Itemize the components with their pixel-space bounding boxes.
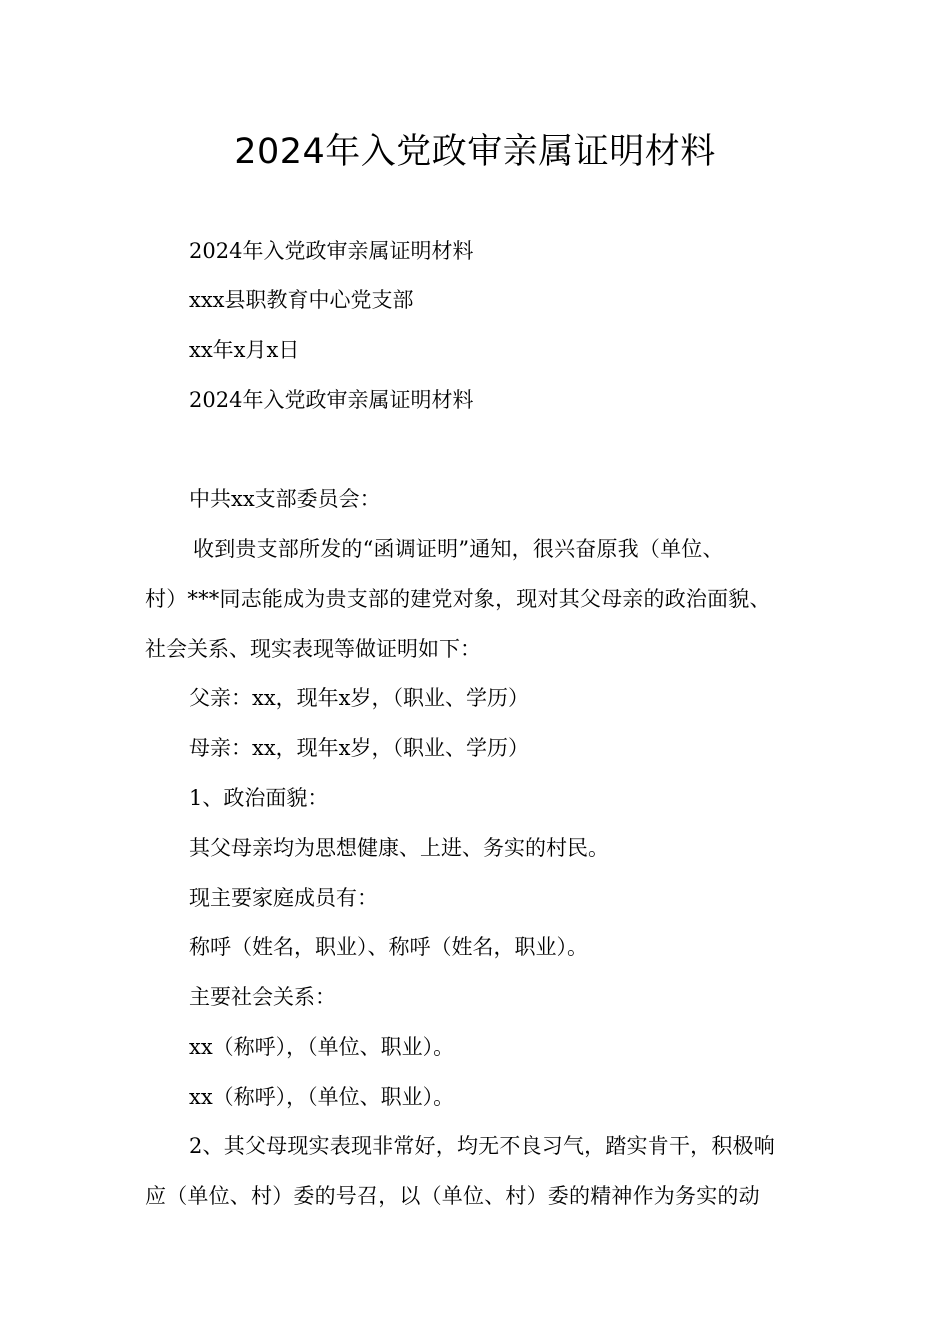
intro-line-2: 村）***同志能成为贵支部的建党对象，现对其父母亲的政治面貌、 [145, 587, 771, 611]
social-heading: 主要社会关系： [189, 985, 336, 1009]
header-line-date: xx年x月x日 [189, 338, 300, 362]
salutation: 中共xx支部委员会： [189, 487, 381, 511]
family-members: 称呼（姓名，职业）、称呼（姓名，职业）。 [189, 935, 588, 959]
header-line-title: 2024年入党政审亲属证明材料 [189, 239, 474, 263]
family-heading: 现主要家庭成员有： [189, 886, 378, 910]
mother-info: 母亲：xx，现年x岁，（职业、学历） [189, 736, 530, 760]
header-line-organization: xxx县职教育中心党支部 [189, 288, 414, 312]
father-info: 父亲：xx，现年x岁，（职业、学历） [189, 686, 530, 710]
section1-text: 其父母亲均为思想健康、上进、务实的村民。 [189, 836, 609, 860]
social-relation-2: xx（称呼），（单位、职业）。 [189, 1085, 455, 1109]
intro-line-3: 社会关系、现实表现等做证明如下： [145, 637, 481, 661]
section1-heading: 1、政治面貌： [189, 786, 329, 810]
header-line-title-repeat: 2024年入党政审亲属证明材料 [189, 388, 474, 412]
document-title: 2024年入党政审亲属证明材料 [234, 132, 716, 172]
intro-line-1: 收到贵支部所发的“函调证明”通知，很兴奋原我（单位、 [193, 537, 724, 561]
section2-line-1: 2、其父母现实表现非常好，均无不良习气，踏实肯干，积极响 [189, 1134, 775, 1158]
section2-line-2: 应（单位、村）委的号召，以（单位、村）委的精神作为务实的动 [145, 1184, 760, 1208]
social-relation-1: xx（称呼），（单位、职业）。 [189, 1035, 455, 1059]
